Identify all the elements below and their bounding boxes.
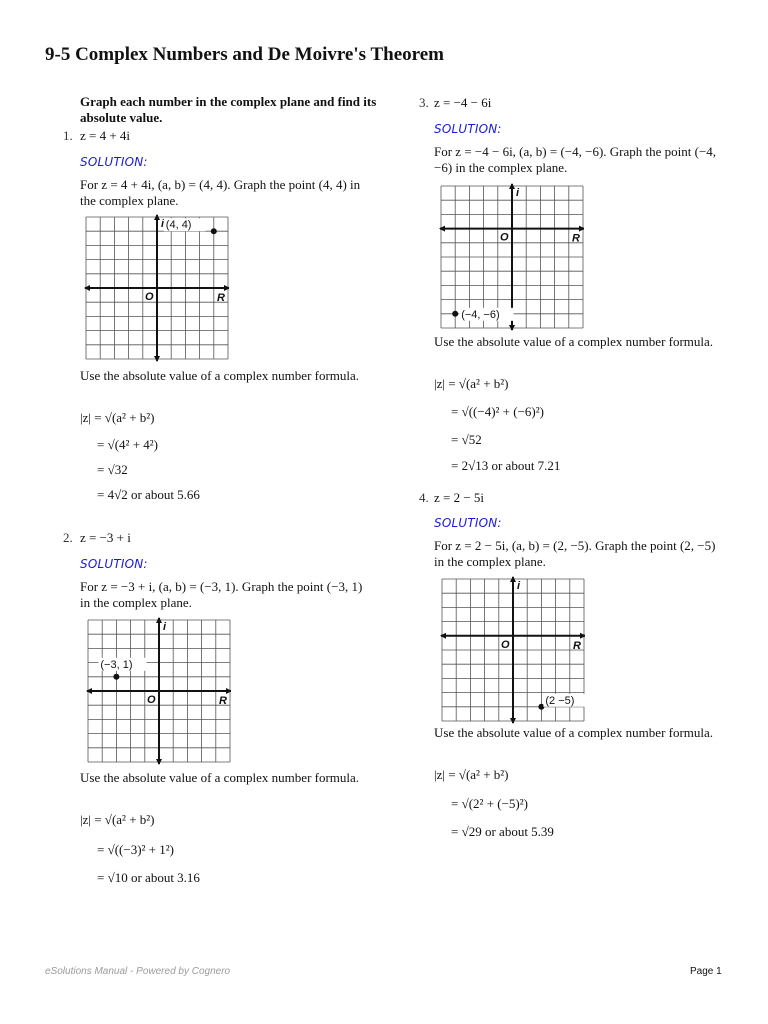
real-axis-label: R bbox=[573, 639, 581, 652]
solution-label: SOLUTION: bbox=[434, 122, 502, 136]
solution-label: SOLUTION: bbox=[80, 155, 148, 169]
real-axis-label: R bbox=[219, 695, 227, 707]
complex-plane-graph bbox=[439, 182, 584, 332]
math-step: |z| = √(a² + b²) bbox=[434, 376, 509, 391]
origin-label: O bbox=[500, 231, 509, 244]
problem-description: For z = −4 − 6i, (a, b) = (−4, −6). Graph the point (−4, −6) in the complex plane. bbox=[434, 144, 717, 175]
math-step: |z| = √(a² + b²) bbox=[80, 410, 155, 425]
math-step: = √32 bbox=[97, 462, 128, 477]
math-step: = √((−4)² + (−6)²) bbox=[451, 404, 544, 419]
origin-label: O bbox=[145, 291, 154, 303]
point-label: (−4, −6) bbox=[461, 308, 500, 321]
problem-number: 4. bbox=[419, 490, 429, 505]
formula-instruction: Use the absolute value of a complex number formula. bbox=[80, 770, 360, 785]
page-number: Page 1 bbox=[690, 966, 722, 977]
problem-number: 1. bbox=[63, 128, 73, 143]
complex-plane-graph bbox=[86, 616, 231, 766]
problem-number: 3. bbox=[419, 95, 429, 110]
problem-equation: z = 4 + 4i bbox=[80, 128, 131, 143]
math-step: = √((−3)² + 1²) bbox=[97, 842, 174, 857]
page-title: 9-5 Complex Numbers and De Moivre's Theorem bbox=[45, 44, 444, 65]
math-step: = 4√2 or about 5.66 bbox=[97, 487, 200, 502]
problem-number: 2. bbox=[63, 530, 73, 545]
math-step: = √(4² + 4²) bbox=[97, 437, 159, 452]
problem-description: For z = 4 + 4i, (a, b) = (4, 4). Graph the point (4, 4) in the complex plane. bbox=[80, 177, 361, 208]
imaginary-axis-label: i bbox=[516, 187, 520, 199]
arrow-left-icon bbox=[84, 285, 90, 291]
formula-instruction: Use the absolute value of a complex number formula. bbox=[80, 368, 360, 383]
instructions: Graph each number in the complex plane and find its absolute value. bbox=[80, 94, 377, 125]
math-step: = √52 bbox=[451, 432, 482, 447]
complex-plane-graph bbox=[440, 575, 585, 725]
solution-label: SOLUTION: bbox=[434, 516, 502, 530]
math-step: |z| = √(a² + b²) bbox=[434, 767, 509, 782]
problem-description: For z = 2 − 5i, (a, b) = (2, −5). Graph the point (2, −5) in the complex plane. bbox=[434, 538, 716, 569]
point-label: (2 −5) bbox=[545, 694, 575, 707]
origin-label: O bbox=[147, 694, 156, 706]
imaginary-axis-label: i bbox=[161, 218, 165, 230]
plotted-point bbox=[113, 674, 119, 680]
plotted-point bbox=[211, 228, 217, 234]
math-step: = √10 or about 3.16 bbox=[97, 870, 200, 885]
arrow-left-icon bbox=[86, 688, 92, 694]
problem-equation: z = 2 − 5i bbox=[434, 490, 485, 505]
plotted-point bbox=[452, 311, 458, 317]
real-axis-label: R bbox=[572, 232, 580, 245]
math-step: = 2√13 or about 7.21 bbox=[451, 458, 561, 473]
complex-plane-graph bbox=[84, 213, 229, 363]
math-step: |z| = √(a² + b²) bbox=[80, 812, 155, 827]
formula-instruction: Use the absolute value of a complex number formula. bbox=[434, 334, 714, 349]
point-label: (4, 4) bbox=[165, 219, 192, 232]
footer-credit: eSolutions Manual - Powered by Cognero bbox=[45, 966, 231, 977]
math-step: = √(2² + (−5)²) bbox=[451, 796, 528, 811]
imaginary-axis-label: i bbox=[517, 580, 521, 592]
real-axis-label: R bbox=[217, 292, 225, 304]
arrow-left-icon bbox=[439, 226, 445, 232]
point-label: (−3, 1) bbox=[100, 658, 133, 671]
problem-equation: z = −4 − 6i bbox=[434, 95, 492, 110]
math-step: = √29 or about 5.39 bbox=[451, 824, 554, 839]
solution-label: SOLUTION: bbox=[80, 557, 148, 571]
origin-label: O bbox=[501, 638, 510, 651]
imaginary-axis-label: i bbox=[163, 621, 167, 633]
formula-instruction: Use the absolute value of a complex number formula. bbox=[434, 725, 714, 740]
arrow-left-icon bbox=[440, 633, 446, 639]
problem-description: For z = −3 + i, (a, b) = (−3, 1). Graph the point (−3, 1) in the complex plane. bbox=[80, 579, 363, 610]
problem-equation: z = −3 + i bbox=[80, 530, 131, 545]
